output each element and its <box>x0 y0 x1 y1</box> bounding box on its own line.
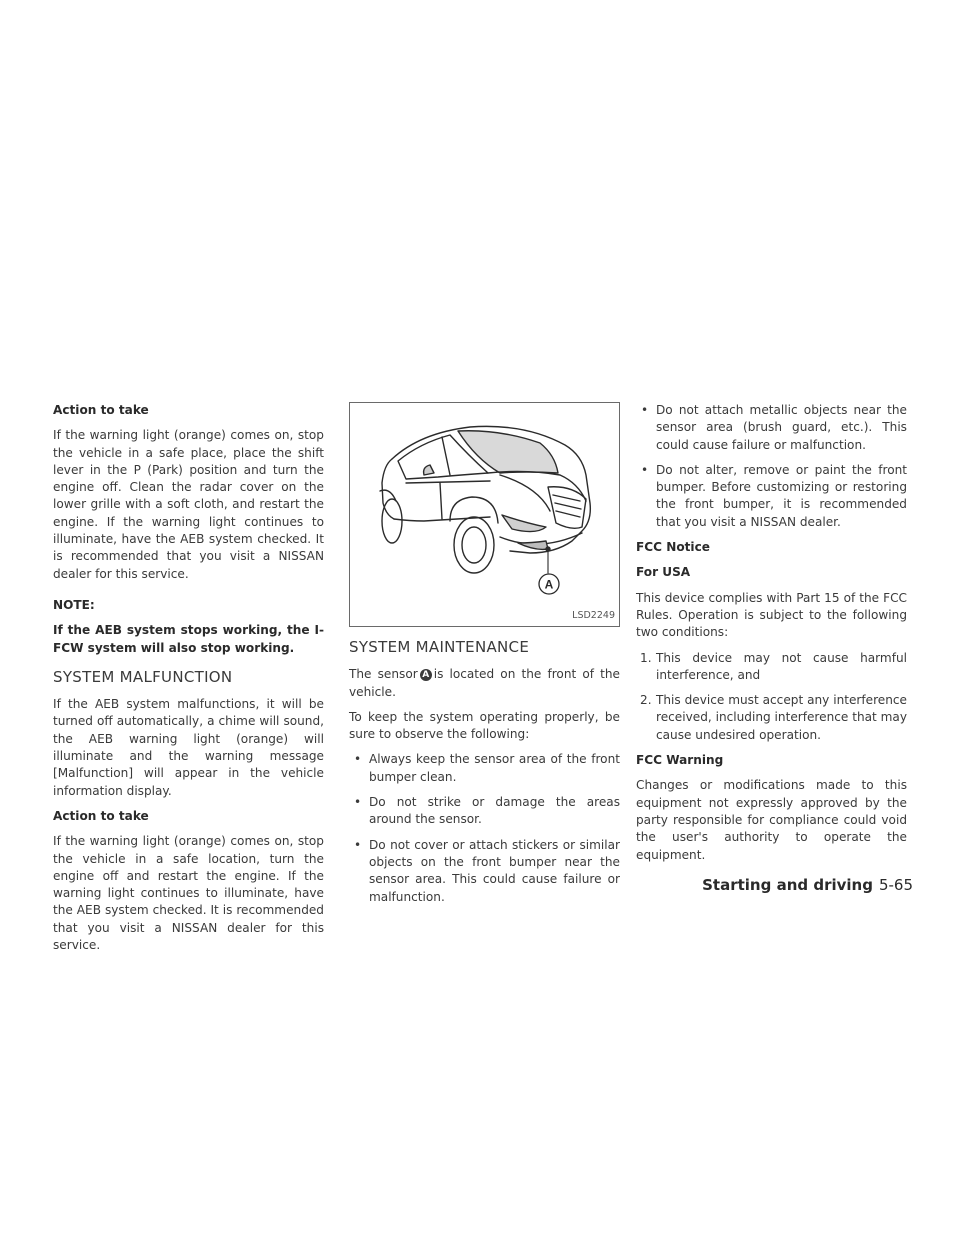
fcc-notice-heading: FCC Notice <box>636 540 710 555</box>
list-item: 2. This device must accept any interference received, including interference that may cause undesired operation. <box>640 693 907 742</box>
malfunction-paragraph: If the AEB system malfunctions, it will be turned off automatically, a chime will sound, the AEB warning light (orange) will illuminate and the warning message [Malfunction] will appear in the vehicle information display. <box>53 697 324 798</box>
page-footer <box>0 876 913 894</box>
system-maintenance-heading: SYSTEM MAINTENANCE <box>349 638 530 656</box>
section-title: Starting and driving <box>702 876 873 894</box>
bullet-icon: • <box>354 752 362 767</box>
bullet-icon: • <box>641 462 649 477</box>
vehicle-sensor-figure <box>349 402 620 627</box>
bullet-icon: • <box>641 403 649 417</box>
fcc-warning-paragraph: Changes or modifications made to this equipment not expressly approved by the party responsible for compliance could void the user's authority to operate the equipment. <box>636 778 907 862</box>
action-to-take-heading: Action to take <box>53 403 149 417</box>
fcc-conditions-list <box>636 650 907 744</box>
list-item: • Do not strike or damage the areas around the sensor. <box>354 795 620 827</box>
list-item: • Do not alter, remove or paint the front bumper. Before customizing or restoring the front bumper, it is recommended that you visit a NISSAN dealer. <box>641 462 907 529</box>
maintenance-intro: To keep the system operating properly, be sure to observe the following: <box>349 709 620 742</box>
maintenance-list-continued <box>636 402 907 531</box>
list-item: • Do not attach metallic objects near the sensor area (brush guard, etc.). This could cause failure or malfunction. <box>641 403 907 452</box>
column-right <box>636 402 907 872</box>
for-usa-heading: For USA <box>636 565 691 580</box>
note-label: NOTE: <box>53 597 95 612</box>
column-middle <box>349 402 620 914</box>
suv-illustration <box>350 403 619 626</box>
fcc-warning-heading: FCC Warning <box>636 753 724 768</box>
sensor-location-paragraph: The sensor A is located on the front of the vehicle. <box>349 667 620 699</box>
page-number: 5-65 <box>878 876 913 894</box>
bullet-icon: • <box>354 837 362 852</box>
action-to-take-paragraph: If the warning light (orange) comes on, stop the vehicle in a safe place, place the shift lever in the P (Park) position and turn the engine off. Clean the radar cover on the lower grille with a soft cloth, and restart the engine. If the warning light continues to illuminate, have the AEB system checked. It is recommended that you visit a NISSAN dealer for this service. <box>53 428 324 581</box>
sensor-a-callout-icon: A <box>420 669 432 681</box>
note-text: If the AEB system stops working, the I-FCW system will also stop working. <box>53 623 324 655</box>
action-to-take-heading-2: Action to take <box>53 808 149 823</box>
fcc-paragraph: This device complies with Part 15 of the FCC Rules. Operation is subject to the following two conditions: <box>636 590 907 640</box>
figure-code: LSD2249 <box>572 609 615 621</box>
action-to-take-paragraph-2: If the warning light (orange) comes on, stop the vehicle in a safe location, turn the engine off and restart the engine. If the warning light continues to illuminate, have the AEB system checked. It is recommended that you visit a NISSAN dealer for this service. <box>53 834 324 953</box>
list-item: • Do not cover or attach stickers or similar objects on the front bumper near the sensor area. This could cause failure or malfunction. <box>354 837 620 904</box>
system-malfunction-heading: SYSTEM MALFUNCTION <box>53 667 233 686</box>
callout-a-label: A <box>544 577 554 592</box>
bullet-icon: • <box>354 795 362 810</box>
list-item: • Always keep the sensor area of the front bumper clean. <box>354 752 620 784</box>
list-item: 1. This device may not cause harmful interference, and <box>640 650 907 682</box>
